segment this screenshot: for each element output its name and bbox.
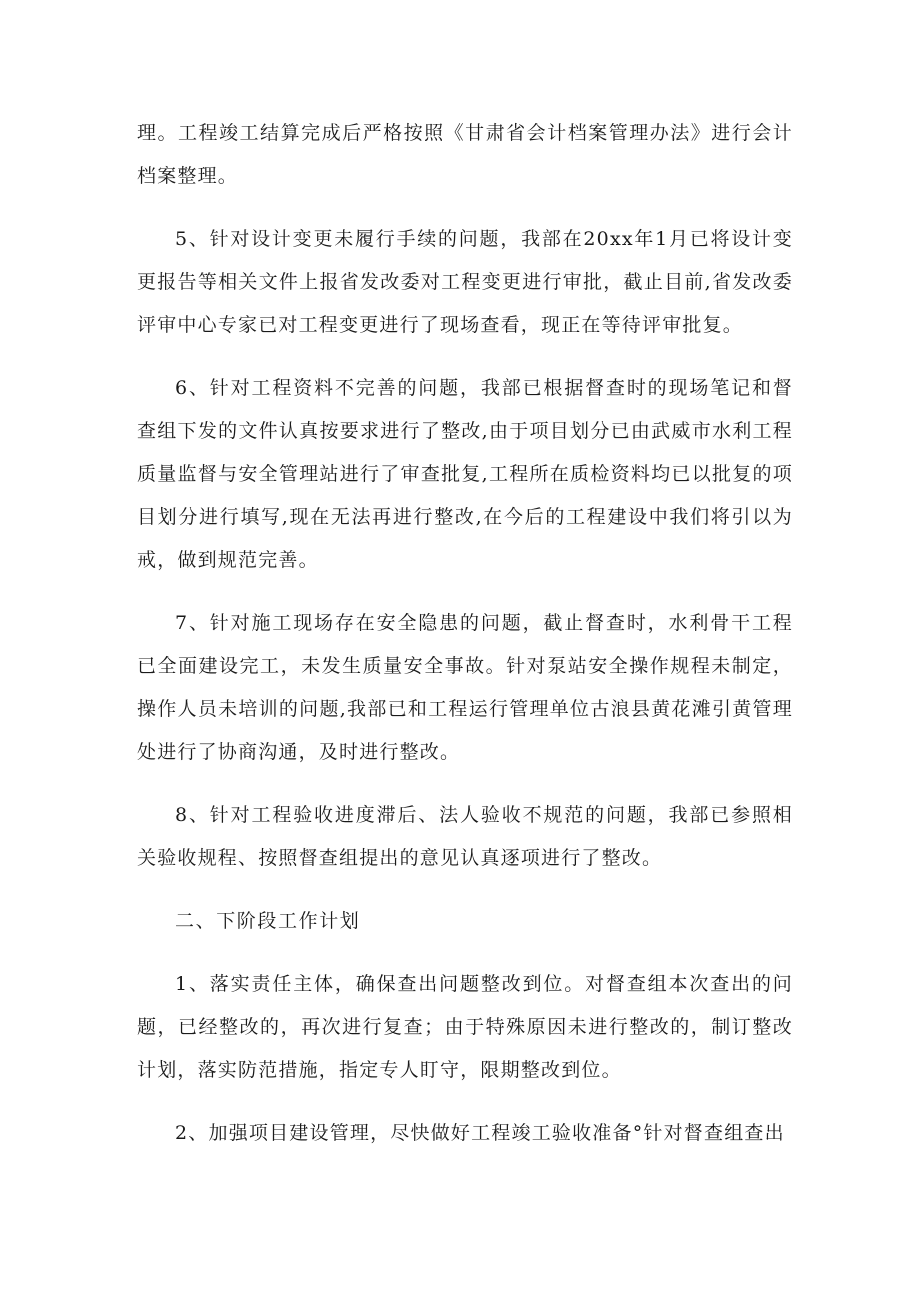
section-heading: 二、下阶段工作计划 xyxy=(175,910,361,932)
paragraph-continuation: 理。工程竣工结算完成后严格按照《甘肃省会计档案管理办法》进行会计档案整理。 xyxy=(137,122,793,187)
plan-item-2: 2、加强项目建设管理，尽快做好工程竣工验收准备°针对督查组查出 xyxy=(175,1122,785,1144)
paragraph-item-8: 8、针对工程验收进度滞后、法人验收不规范的问题，我部已参照相关验收规程、按照督查组提出的意见认真逐项进行了整改。 xyxy=(137,804,793,869)
paragraph-item-7: 7、针对施工现场存在安全隐患的问题，截止督查时，水利骨干工程已全面建设完工，未发生质量安全事故。针对泵站安全操作规程未制定，操作人员未培训的问题,我部已和工程运行管理单位古浪县黄花滩引黄管理处进行了协商沟通，及时进行整改。 xyxy=(137,612,793,763)
paragraph-item-6: 6、针对工程资料不完善的问题，我部已根据督查时的现场笔记和督查组下发的文件认真按要求进行了整改,由于项目划分已由武威市水利工程质量监督与安全管理站进行了审查批复,工程所在质检资料均已以批复的项目划分进行填写,现在无法再进行整改,在今后的工程建设中我们将引以为戒，做到规范完善。 xyxy=(137,377,793,571)
paragraph-item-5: 5、针对设计变更未履行手续的问题，我部在20xx年1月已将设计变更报告等相关文件上报省发改委对工程变更进行审批，截止目前,省发改委评审中心专家已对工程变更进行了现场查看，现正在等待评审批复。 xyxy=(137,228,793,336)
document-body xyxy=(137,112,793,1175)
plan-item-1: 1、落实责任主体，确保查出问题整改到位。对督查组本次查出的问题，已经整改的，再次进行复查；由于特殊原因未进行整改的，制订整改计划，落实防范措施，指定专人盯守，限期整改到位。 xyxy=(137,973,793,1081)
